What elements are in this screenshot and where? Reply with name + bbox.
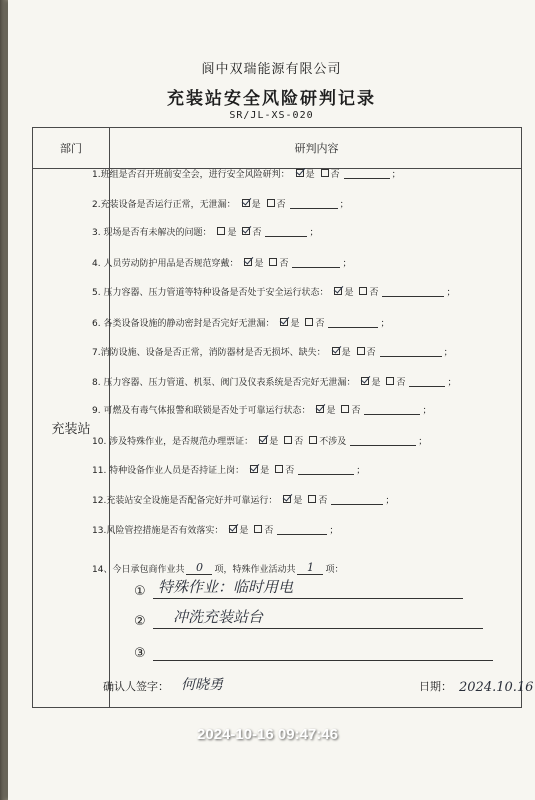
checkbox-icon[interactable] xyxy=(341,405,349,413)
checkbox-icon[interactable] xyxy=(267,199,275,207)
special-work-count[interactable]: 1 xyxy=(297,561,323,575)
checklist-item-text: 5. 压力容器、压力管道等特种设备是否处于安全运行状态： xyxy=(92,287,329,298)
checklist-option[interactable] xyxy=(361,375,380,388)
checklist-option[interactable] xyxy=(242,225,261,238)
checklist-item-9 xyxy=(92,401,432,417)
remark-blank[interactable] xyxy=(290,198,338,209)
checklist-option-label: 否 xyxy=(366,347,376,358)
row-end-mark: ； xyxy=(422,405,432,416)
item-14-part3: 项： xyxy=(325,564,344,575)
checklist-option-label: 否 xyxy=(318,495,328,506)
checked-box-icon[interactable] xyxy=(242,227,250,235)
checkbox-icon[interactable] xyxy=(386,377,394,385)
checkbox-icon[interactable] xyxy=(217,227,225,235)
checklist-option[interactable] xyxy=(308,493,327,506)
checked-box-icon[interactable] xyxy=(334,287,342,295)
checkbox-icon[interactable] xyxy=(359,287,367,295)
checklist-item-text: 2.充装设备是否运行正常，无泄漏： xyxy=(92,199,236,210)
checklist-option[interactable] xyxy=(316,403,335,416)
checklist-option[interactable] xyxy=(334,285,353,298)
checklist-item-12 xyxy=(92,491,394,507)
checklist-item-7 xyxy=(92,343,453,359)
checklist-option[interactable] xyxy=(332,345,351,358)
item-14 xyxy=(92,560,343,576)
row-end-mark: ； xyxy=(339,199,349,210)
checklist-option-label: 否 xyxy=(351,405,361,416)
checkbox-icon[interactable] xyxy=(254,525,262,533)
checklist-option[interactable] xyxy=(284,434,303,447)
checklist-item-3 xyxy=(92,223,319,239)
remark-blank[interactable] xyxy=(380,346,442,357)
checkbox-icon[interactable] xyxy=(308,495,316,503)
checklist-item-11 xyxy=(92,461,365,477)
checklist-item-text: 8. 压力容器、压力管道、机泵、阀门及仪表系统是否完好无泄漏： xyxy=(92,377,356,388)
remark-blank[interactable] xyxy=(298,464,354,475)
remark-blank[interactable] xyxy=(328,317,378,328)
checklist-option-label: 是 xyxy=(260,465,270,476)
checklist-option[interactable] xyxy=(275,463,294,476)
binder-edge xyxy=(0,0,8,800)
checklist-option-label: 否 xyxy=(285,465,295,476)
checklist-option[interactable] xyxy=(296,167,315,180)
checklist-option-label: 否 xyxy=(279,258,289,269)
row-end-mark: ； xyxy=(446,287,456,298)
column-divider xyxy=(109,128,110,707)
checklist-item-5 xyxy=(92,283,456,299)
checklist-item-text: 1.班组是否召开班前安全会，进行安全风险研判： xyxy=(92,169,290,180)
checklist-item-text: 7.消防设施、设备是否正常，消防器材是否无损坏、缺失： xyxy=(92,347,326,358)
checked-box-icon[interactable] xyxy=(229,525,237,533)
dept-column-header: 部门 xyxy=(60,142,82,155)
checklist-option-label: 否 xyxy=(369,287,379,298)
checkbox-icon[interactable] xyxy=(357,347,365,355)
checklist-option-label: 是 xyxy=(290,318,300,329)
signature[interactable]: 何晓勇 xyxy=(181,677,223,693)
checklist-option-label: 否 xyxy=(396,377,406,388)
entry-line-1 xyxy=(153,598,463,599)
remark-blank[interactable] xyxy=(277,524,327,535)
item-14-part1: 14、今日承包商作业共 xyxy=(92,564,185,575)
remark-blank[interactable] xyxy=(409,376,445,387)
record-table xyxy=(32,127,522,708)
date-label: 日期： xyxy=(419,680,452,693)
item-14-part2: 项，特殊作业活动共 xyxy=(214,564,296,575)
entry-text-1[interactable]: 特殊作业：临时用电 xyxy=(158,578,294,596)
checklist-option[interactable] xyxy=(359,285,378,298)
checklist-option-label: 否 xyxy=(276,199,286,210)
checklist-item-text: 13.风险管控措施是否有效落实： xyxy=(92,525,224,536)
checklist-item-text: 4. 人员劳动防护用品是否规范穿戴： xyxy=(92,258,239,269)
entry-line-3 xyxy=(153,660,493,661)
entry-marker-1: ① xyxy=(134,584,146,599)
row-end-mark: ； xyxy=(418,436,428,447)
department-name: 充装站 xyxy=(51,422,91,437)
checklist-option-label: 否 xyxy=(294,436,304,447)
checklist-option-label: 否 xyxy=(264,525,274,536)
checklist-option-label: 是 xyxy=(254,258,264,269)
checklist-item-1 xyxy=(92,165,401,181)
entry-text-2[interactable]: 冲洗充装站台 xyxy=(173,608,264,626)
checked-box-icon[interactable] xyxy=(361,377,369,385)
checked-box-icon[interactable] xyxy=(244,258,252,266)
checklist-option-label: 是 xyxy=(227,227,237,238)
checklist-option[interactable] xyxy=(267,197,286,210)
row-end-mark: ； xyxy=(356,465,366,476)
confirm-label: 确认人签字： xyxy=(103,680,169,693)
checklist-option-label: 是 xyxy=(239,525,249,536)
form-sheet xyxy=(8,0,535,800)
remark-blank[interactable] xyxy=(382,286,444,297)
remark-blank[interactable] xyxy=(265,226,307,237)
row-end-mark: ； xyxy=(329,525,339,536)
date-value[interactable]: 2024.10.16 xyxy=(459,680,534,695)
form-code: SR/JL-XS-020 xyxy=(229,110,314,121)
row-end-mark: ； xyxy=(309,227,319,238)
checklist-option[interactable] xyxy=(254,523,273,536)
checklist-option[interactable] xyxy=(283,493,302,506)
checklist-option[interactable] xyxy=(229,523,248,536)
checked-box-icon[interactable] xyxy=(296,169,304,177)
remark-blank[interactable] xyxy=(292,257,340,268)
checklist-option-label: 不涉及 xyxy=(319,436,347,447)
checklist-item-text: 3. 现场是否有未解决的问题： xyxy=(92,227,212,238)
checklist-item-text: 9. 可燃及有毒气体报警和联锁是否处于可靠运行状态： xyxy=(92,405,311,416)
checklist-option[interactable] xyxy=(259,434,278,447)
checklist-item-4 xyxy=(92,254,352,270)
checklist-option[interactable] xyxy=(341,403,360,416)
checklist-option[interactable] xyxy=(321,167,340,180)
checkbox-icon[interactable] xyxy=(309,436,317,444)
checklist-item-10 xyxy=(92,432,427,448)
checkbox-icon[interactable] xyxy=(275,465,283,473)
remark-blank[interactable] xyxy=(364,404,420,415)
checked-box-icon[interactable] xyxy=(259,436,267,444)
checklist-option[interactable] xyxy=(305,316,324,329)
checklist-option[interactable] xyxy=(242,197,261,210)
checklist-item-6 xyxy=(92,314,390,330)
checklist-option-label: 是 xyxy=(344,287,354,298)
checklist-option[interactable] xyxy=(217,225,236,238)
entry-line-2 xyxy=(153,628,483,629)
remark-blank[interactable] xyxy=(344,168,390,179)
remark-blank[interactable] xyxy=(331,494,383,505)
checklist-item-2 xyxy=(92,195,349,211)
checklist-option[interactable] xyxy=(357,345,376,358)
checked-box-icon[interactable] xyxy=(280,318,288,326)
checklist-option[interactable] xyxy=(244,256,263,269)
row-end-mark: ； xyxy=(342,258,352,269)
checklist-item-text: 12.充装站安全设施是否配备完好并可靠运行： xyxy=(92,495,278,506)
row-end-mark: ； xyxy=(391,169,401,180)
checklist-option[interactable] xyxy=(280,316,299,329)
checklist-option-label: 是 xyxy=(341,347,351,358)
checklist-option[interactable] xyxy=(309,434,346,447)
checklist-option-label: 是 xyxy=(326,405,336,416)
checklist-option-label: 是 xyxy=(371,377,381,388)
checkbox-icon[interactable] xyxy=(321,169,329,177)
checked-box-icon[interactable] xyxy=(316,405,324,413)
checklist-option-label: 是 xyxy=(305,169,315,180)
checked-box-icon[interactable] xyxy=(250,465,258,473)
row-end-mark: ； xyxy=(447,377,457,388)
row-end-mark: ； xyxy=(443,347,453,358)
checked-box-icon[interactable] xyxy=(283,495,291,503)
checklist-item-text: 11. 特种设备作业人员是否持证上岗： xyxy=(92,465,245,476)
checklist-option-label: 否 xyxy=(330,169,340,180)
checked-box-icon[interactable] xyxy=(332,347,340,355)
checklist-item-13 xyxy=(92,521,338,537)
checkbox-icon[interactable] xyxy=(284,436,292,444)
remark-blank[interactable] xyxy=(350,435,416,446)
checklist-item-text: 10. 涉及特殊作业，是否规范办理票证： xyxy=(92,436,254,447)
row-end-mark: ； xyxy=(385,495,395,506)
contractor-count[interactable]: 0 xyxy=(186,561,212,575)
checkbox-icon[interactable] xyxy=(269,258,277,266)
checklist-option-label: 是 xyxy=(293,495,303,506)
checklist-option[interactable] xyxy=(269,256,288,269)
checklist-option[interactable] xyxy=(250,463,269,476)
row-end-mark: ； xyxy=(380,318,390,329)
checked-box-icon[interactable] xyxy=(242,199,250,207)
entry-marker-2: ② xyxy=(134,614,146,629)
checklist-option-label: 否 xyxy=(315,318,325,329)
checklist-item-8 xyxy=(92,373,457,389)
form-title: 充装站安全风险研判记录 xyxy=(167,89,376,109)
checklist-option-label: 是 xyxy=(269,436,279,447)
content-column-header: 研判内容 xyxy=(294,142,339,155)
checklist-option-label: 是 xyxy=(251,199,261,210)
checklist-option-label: 否 xyxy=(252,227,262,238)
checklist-item-text: 6. 各类设备设施的静动密封是否完好无泄漏： xyxy=(92,318,275,329)
entry-marker-3: ③ xyxy=(134,646,146,661)
checklist-option[interactable] xyxy=(386,375,405,388)
checkbox-icon[interactable] xyxy=(305,318,313,326)
photo-timestamp: 2024-10-16 09:47:46 xyxy=(197,726,338,743)
company-name: 阆中双瑞能源有限公司 xyxy=(201,62,342,77)
